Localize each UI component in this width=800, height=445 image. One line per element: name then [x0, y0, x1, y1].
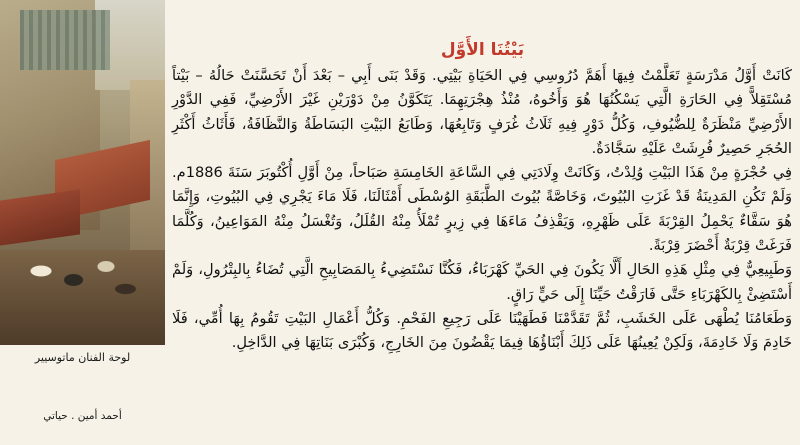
paragraph-1: كَانَتْ أَوَّلُ مَدْرَسَةٍ تَعَلَّمْتُ فِيهَا أَهَمَّ دُرُوسِي فِي الحَيَاةِ بَيْتِي. وَقَدْ بَنَى أَبِي – بَعْدَ أَنْ تَحَسَّنَتْ حَالُهُ – بَيْتاً مُسْتَقِلاًّ فِي الحَارَةِ الَّتِي يَسْكُنُهَا هُوَ وَأَخُوهُ، مُنْذُ هِجْرَتِهِمَا. يَتَكَوَّنُ مِنْ دَوْرَيْنِ غَيْرَ الأَرْضِيِّ، فَفِي الدَّوْرِ الأَرْضِيِّ مَنْظَرَةٌ لِلضُّيُوفِ، وَكُلُّ دَوْرٍ فِيهِ ثَلَاثُ غُرَفٍ وَتَابِعُهَا، وَطَابَعُ البَيْتِ البَسَاطَةُ وَالنَّظَافَةُ، فَأَثَاثُ أَكْثَرِ الحُجَرِ حَصِيرٌ فُرِشَتْ عَلَيْهِ سَجَّادَةٌ. [172, 67, 792, 157]
source-citation: أحمد أمين . حياتي [43, 410, 122, 422]
page-title: بَيْتُنَا الأَوَّل [440, 40, 525, 60]
paragraph-4: وَطَعَامُنَا يُطْهَى عَلَى الخَشَبِ، ثُمَّ تَقَدَّمْنَا فَطَهَيْنَا عَلَى رَجِيعِ الفَحْمِ. وَكُلُّ أَعْمَالِ البَيْتِ تَقُومُ بِهَا أُمِّي، فَلَا خَادِمَ وَلَا خَادِمَةَ، وَلَكِنْ يُعِينُهَا عَلَى ذَلِكَ أَبْنَاؤُهَا فِيمَا يَقْضُونَ مِنَ الخَارِجِ، وَكُبْرَى بَنَاتِهَا فِي الدَّاخِلِ. [172, 309, 792, 352]
paragraph-3: وَطَبِيعِيٌّ فِي مِثْلِ هَذِهِ الحَالِ أَلَّا يَكُونَ فِي الحَيِّ كَهْرَبَاءُ، فَكُنَّا نَسْتَضِيءُ بِالمَصَابِيحِ الَّتِي تُضَاءُ بِالبِتْرُولِ، وَلَمْ أَسْتَضِئْ بِالكَهْرَبَاءِ حَتَّى فَارَقْتُ حَيِّنَا إِلَى حَيٍّ رَاقٍ. [172, 261, 792, 303]
painting-caption: لوحة الفنان ماتوسيير [34, 351, 131, 364]
painting-image [0, 0, 165, 345]
body-text [172, 64, 792, 356]
paragraph-2: فِي حُجْرَةٍ مِنْ هَذَا البَيْتِ وُلِدْتُ، وَكَانَتْ وِلَادَتِي فِي السَّاعَةِ الخَامِسَةِ صَبَاحاً، مِنْ أَوَّلِ أُكْتُوبَرَ سَنَةَ 1886م. وَلَمْ تَكُنِ المَدِينَةُ قَدْ غَزَتِ البُيُوتَ، وَخَاصَّةً بُيُوتَ الطَّبَقَةِ الوُسْطَى أَمْثَالَنَا، فَلَا مَاءَ يَجْرِي فِي البُيُوتِ، وَإِنَّمَا هُوَ سَقَّاءٌ يَحْمِلُ القِرْبَةَ عَلَى ظَهْرِهِ، وَيَقْذِفُ مَاءَهَا فِي زِيرٍ تُمْلَأُ مِنْهُ القُلَلُ، وَتُغْسَلُ مِنْهُ المَوَاعِينُ، وَكُلَّمَا فَرَغَتْ قِرْبَةٌ أَحْضَرَ قِرْبَةً. [172, 164, 792, 255]
